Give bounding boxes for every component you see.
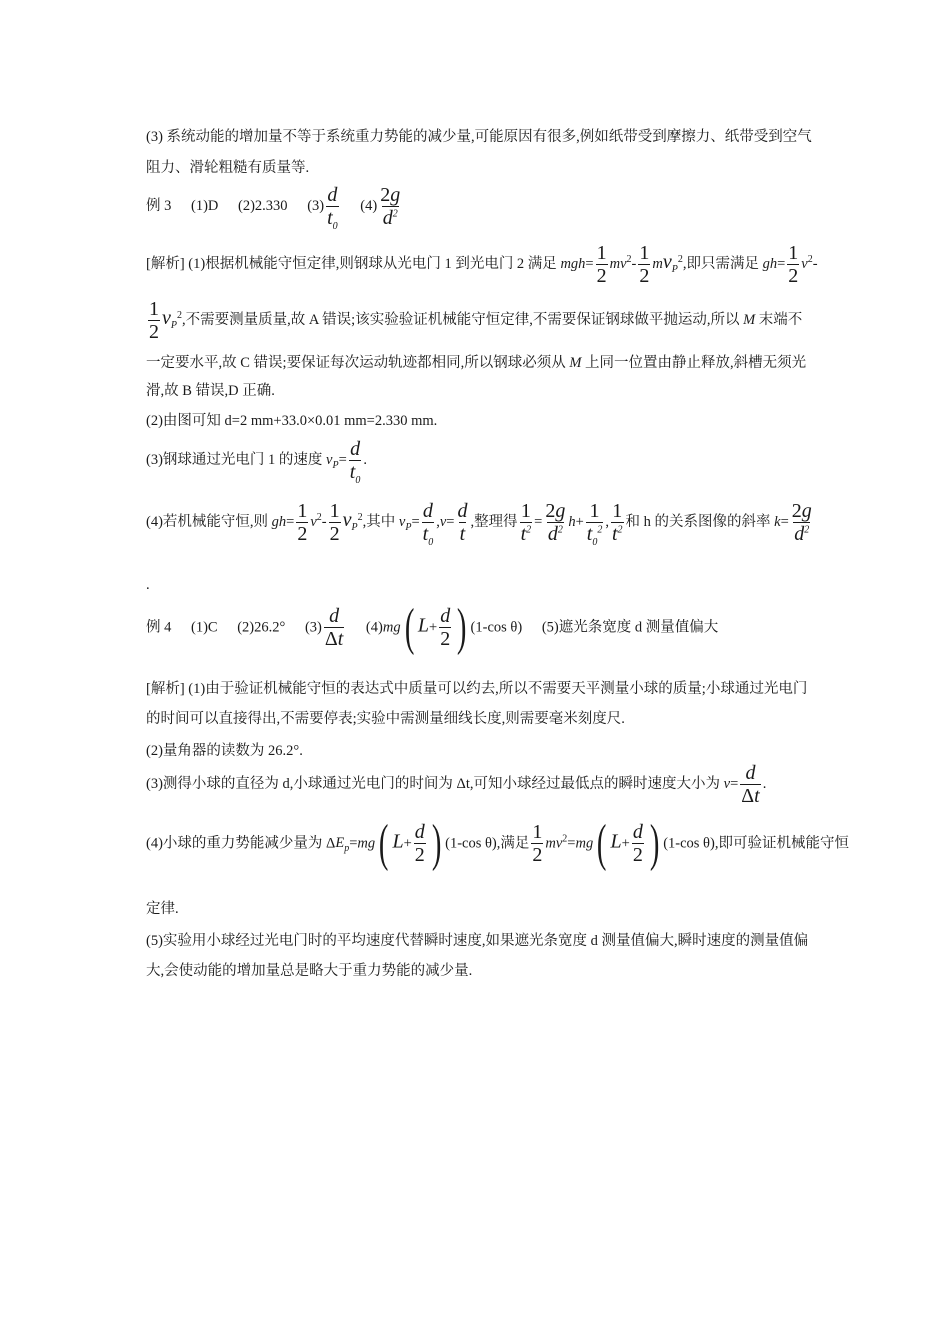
text-line: (5)实验用小球经过光电门时的平均速度代替瞬时速度,如果遮光条宽度 d 测量值偏大,瞬时速度的测量值偏 bbox=[146, 933, 809, 949]
fraction-d-over-delta-t: $\frac{d}{\Delta t}$ bbox=[741, 761, 760, 807]
example-3-answers bbox=[146, 183, 811, 232]
text-run: (1-cos θ),即可验证机械能守恒 bbox=[663, 835, 849, 852]
answer-3: (3) bbox=[307, 198, 325, 214]
fraction-2g-over-d2: $\frac{2g}{d^2}$ bbox=[791, 499, 812, 545]
paragraph-p3 bbox=[146, 122, 811, 184]
analysis-3-end: . bbox=[146, 577, 150, 593]
analysis-3-line1: [解析] (1)根据机械能守恒定律,则钢球从光电门 1 到光电门 2 满足 mgh= $\frac{1}{2}$ $mv^2-$ $\frac{1}{2}$ $mv_P^2$,即只需满足 gh= $\frac{1}{2}$ $v^2-$ bbox=[146, 241, 818, 287]
analysis-3-line6: (3)钢球通过光电门 1 的速度 $v_P=$ $\frac{d}{t_0}$ . bbox=[146, 437, 367, 486]
answer-1: (1)C bbox=[191, 619, 218, 636]
text-run: (4)若机械能守恒,则 bbox=[146, 514, 272, 530]
example-label: 例 3 bbox=[146, 198, 172, 214]
text-run: ,整理得 bbox=[470, 514, 518, 530]
text-run: ,其中 bbox=[362, 514, 399, 530]
fraction-half: $\frac{1}{2}$ bbox=[788, 241, 799, 287]
answer-4: (4) bbox=[360, 198, 378, 214]
analysis-4-line5: (4)小球的重力势能减少量为 $\Delta E_p=mg$( L+ $\frac{d}{2}$ ) (1-cos θ),满足 $\frac{1}{2}$ $mv^2=mg$( L+ $\frac{d}{2}$ ) (1-cos θ),即可验证机械能守恒 bbox=[146, 815, 849, 872]
text-run: 和 h 的关系图像的斜率 bbox=[625, 514, 775, 530]
fraction-d-over-2: $\frac{d}{2}$ bbox=[440, 605, 451, 650]
fraction-1-over-t2: $\frac{1}{t^2}$ bbox=[520, 499, 532, 545]
fraction-half: $\frac{1}{2}$ bbox=[149, 297, 159, 343]
answer-2: (2)26.2° bbox=[237, 619, 286, 636]
analysis-3-line2: $\frac{1}{2}$ $v_P^2$,不需要测量质量,故 A 错误;该实验验证机械能守恒定律,不需要保证钢球做平抛运动,所以 M 末端不 bbox=[149, 297, 803, 343]
answer-1: (1)D bbox=[191, 198, 219, 214]
text-line: 大,会使动能的增加量总是略大于重力势能的减少量. bbox=[146, 963, 473, 979]
answer-3: (3) bbox=[304, 619, 322, 636]
text-line: (3) 系统动能的增加量不等于系统重力势能的减少量,可能原因有很多,例如纸带受到摩擦力、纸带受到空气 bbox=[146, 129, 812, 145]
text-run: (4)小球的重力势能减少量为 bbox=[146, 835, 327, 852]
text-line: (2)量角器的读数为 26.2°. bbox=[146, 743, 303, 759]
text-run: ,不需要测量质量,故 A 错误;该实验验证机械能守恒定律,不需要保证钢球做平抛运动,所以 bbox=[182, 312, 744, 328]
fraction-1-over-t2: $\frac{1}{t^2}$ bbox=[611, 499, 623, 545]
text-run: (3)钢球通过光电门 1 的速度 bbox=[146, 452, 327, 468]
fraction-d-over-t: $\frac{d}{t}$ bbox=[457, 499, 468, 545]
fraction-d-over-t0: $\frac{d}{t_0}$ bbox=[349, 437, 361, 486]
answer-4: (4) bbox=[365, 619, 383, 636]
analysis-4-body bbox=[146, 674, 811, 766]
text-line: 一定要水平,故 C 错误;要保证每次运动轨迹都相同,所以钢球必须从 M 上同一位置由静止释放,斜槽无须光 bbox=[146, 355, 807, 371]
text-line: 滑,故 B 错误,D 正确. bbox=[146, 383, 275, 399]
analysis-3-body bbox=[146, 349, 811, 435]
example-label: 例 4 bbox=[146, 619, 172, 636]
text-line: 的时间可以直接得出,不需要停表;实验中需测量细线长度,则需要毫米刻度尺. bbox=[146, 711, 625, 727]
fraction-d-over-2: $\frac{d}{2}$ bbox=[632, 821, 643, 866]
text-line: [解析] (1)由于验证机械能守恒的表达式中质量可以约去,所以不需要天平测量小球的质量;小球通过光电门 bbox=[146, 681, 808, 697]
text-run: ,即只需满足 bbox=[682, 256, 763, 272]
fraction-1-over-t0-2: $\frac{1}{t_0^2}$ bbox=[586, 499, 603, 548]
answer-5: (5)遮光条宽度 d 测量值偏大 bbox=[541, 619, 719, 636]
fraction-half: $\frac{1}{2}$ bbox=[639, 241, 650, 287]
fraction-d-over-t0: $\frac{d}{t_0}$ bbox=[422, 499, 434, 548]
text-run: [解析] (1)根据机械能守恒定律,则钢球从光电门 1 到光电门 2 满足 bbox=[146, 256, 561, 272]
fraction-d-over-delta-t: $\frac{d}{\Delta t}$ bbox=[324, 605, 344, 650]
text-run: 末端不 bbox=[755, 312, 803, 328]
fraction-half: $\frac{1}{2}$ bbox=[532, 821, 543, 866]
fraction-half: $\frac{1}{2}$ bbox=[297, 499, 308, 545]
fraction-half: $\frac{1}{2}$ bbox=[329, 499, 340, 545]
example-4-answers: 例 4 (1)C (2)26.2° (3) $\frac{d}{\Delta t}$ (4)mg( L+ $\frac{d}{2}$ ) (1-cos θ) (5)遮光条宽度 d 测量值偏大 bbox=[146, 599, 719, 656]
text-run: (3)测得小球的直径为 d,小球通过光电门的时间为 Δt,可知小球经过最低点的瞬时速度大小为 bbox=[146, 776, 724, 792]
analysis-3-line7: (4)若机械能守恒,则 gh= $\frac{1}{2}$ $v^2-$ $\frac{1}{2}$ $v_P^2$,其中 $v_P=$ $\frac{d}{t_0}$ ,v= $\frac{d}{t}$ ,整理得 $\frac{1}{t^2}$ = $\frac{2g}{d^2}$ h+ $\frac{1}{t_0^2}$ , $\frac{1}{t^2}$ 和 h 的关系图像的斜率 k= $\frac{2g}{d^2}$ bbox=[146, 499, 812, 548]
text-run: (1-cos θ),满足 bbox=[445, 835, 530, 852]
text-line: 阻力、滑轮粗糙有质量等. bbox=[146, 160, 310, 176]
fraction-d-over-2: $\frac{d}{2}$ bbox=[414, 821, 425, 866]
analysis-4-line4: (3)测得小球的直径为 d,小球通过光电门的时间为 Δt,可知小球经过最低点的瞬时速度大小为 v= $\frac{d}{\Delta t}$ . bbox=[146, 761, 767, 807]
fraction-2g-over-d2: $\frac{2g}{d^2}$ bbox=[380, 183, 401, 229]
fraction-half: $\frac{1}{2}$ bbox=[596, 241, 607, 287]
fraction-d-over-t0: $\frac{d}{t_0}$ bbox=[327, 183, 338, 232]
fraction-2g-over-d2: $\frac{2g}{d^2}$ bbox=[545, 499, 566, 545]
analysis-4-tail bbox=[146, 894, 811, 986]
text-line: 定律. bbox=[146, 901, 179, 917]
text-line: (2)由图可知 d=2 mm+33.0×0.01 mm=2.330 mm. bbox=[146, 413, 438, 429]
answer-2: (2)2.330 bbox=[238, 198, 288, 214]
